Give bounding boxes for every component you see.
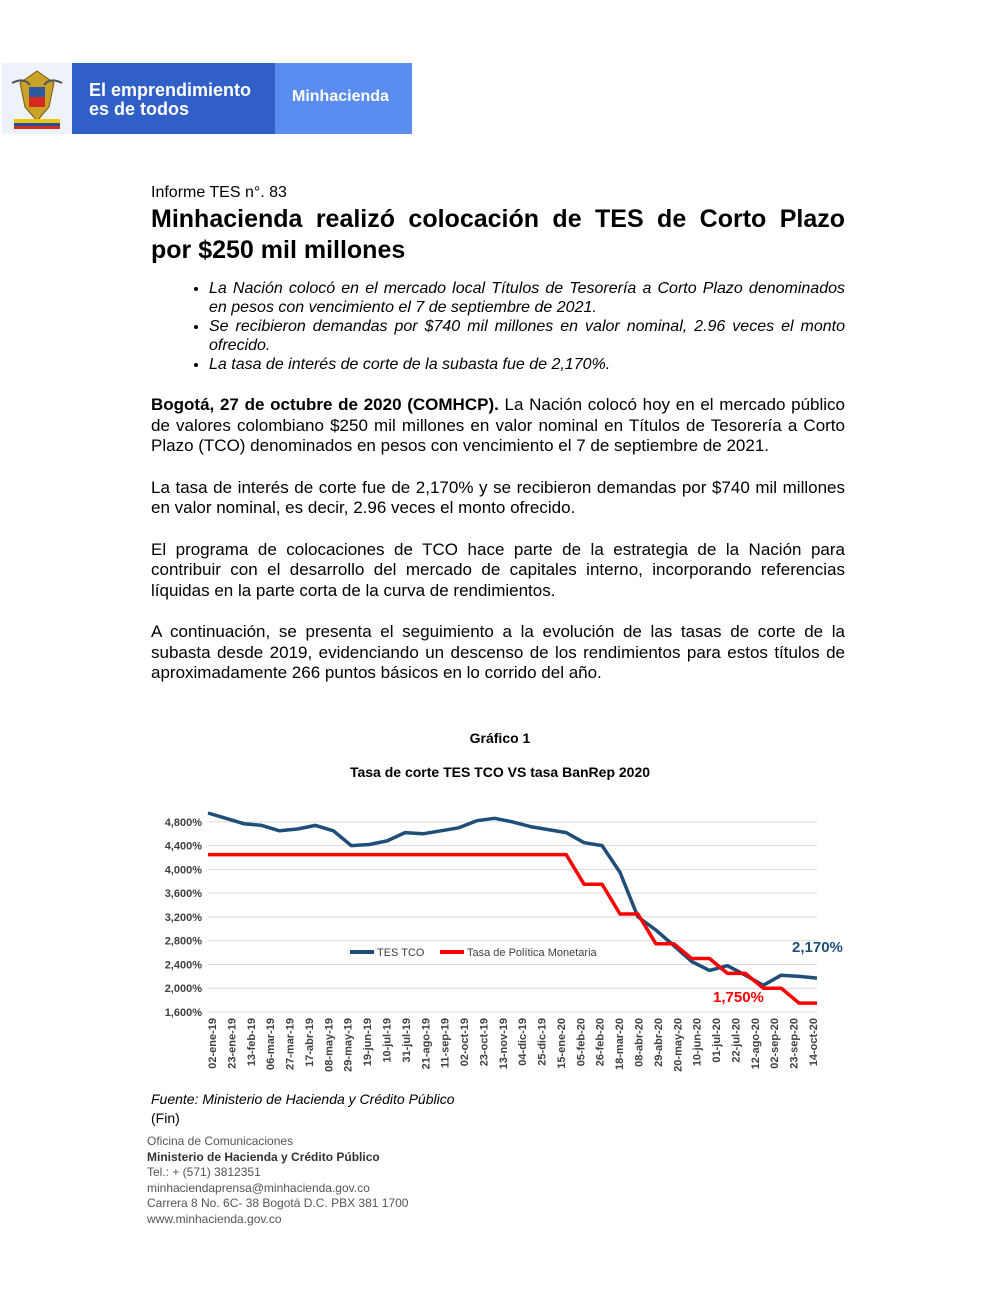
report-number: Informe TES n°. 83	[151, 184, 287, 201]
footer-website[interactable]: www.minhacienda.gov.co	[147, 1211, 282, 1226]
paragraph-3: El programa de colocaciones de TCO hace parte de la estrategia de la Nación para contribuir con el desarrollo del mercado de capitales interno, incorporando referencias líquidas en la parte corta de la curva de rendimientos.	[151, 539, 845, 600]
x-tick-label: 01-jul-20	[711, 1018, 724, 1063]
footer-office: Oficina de Comunicaciones	[147, 1134, 294, 1148]
annotation-policy-rate: 1,750%	[713, 989, 764, 1006]
x-tick-label: 13-nov-19	[497, 1018, 510, 1070]
header-banner	[2, 63, 412, 134]
x-tick-label: 08-abr-20	[633, 1018, 646, 1067]
x-tick-label: 02-ene-19	[207, 1018, 219, 1069]
annotation-tes-tco: 2,170%	[792, 939, 843, 956]
y-tick-label: 4,000%	[164, 864, 202, 877]
x-tick-label: 02-oct-19	[459, 1018, 472, 1067]
footer-phone: Tel.: + (571) 3812351	[147, 1165, 261, 1180]
brand-label: Minhacienda	[292, 88, 389, 105]
x-tick-label: 19-jun-19	[362, 1018, 375, 1067]
footer-ministry: Ministerio de Hacienda y Crédito Público	[147, 1149, 380, 1164]
x-tick-label: 26-feb-20	[594, 1018, 607, 1067]
y-tick-label: 4,400%	[164, 840, 202, 853]
y-tick-label: 4,800%	[164, 816, 202, 829]
headline: Minhacienda realizó colocación de TES de Corto Plazo por $250 mil millones	[151, 205, 845, 264]
chart-gridlines	[208, 822, 817, 1012]
x-tick-label: 29-abr-20	[652, 1018, 665, 1067]
figure-label: Gráfico 1	[469, 730, 531, 746]
y-tick-label: 2,000%	[164, 983, 202, 996]
chart-legend	[350, 947, 598, 959]
contact-footer	[147, 1134, 408, 1228]
press-release	[151, 183, 845, 684]
legend-label-tes-tco: TES TCO	[377, 947, 425, 959]
brand-panel	[275, 63, 412, 134]
x-tick-label: 21-ago-19	[420, 1018, 433, 1070]
paragraph-2: La tasa de interés de corte fue de 2,170% y se recibieron demandas por $740 mil millones en valor nominal, es decir, 2.96 veces el monto ofrecido.	[151, 477, 845, 517]
x-tick-label: 18-mar-20	[614, 1018, 627, 1070]
chart-series	[208, 813, 817, 1003]
footer-email[interactable]: minhaciendaprensa@minhacienda.gov.co	[147, 1180, 370, 1195]
chart-y-ticks	[165, 817, 203, 1019]
x-tick-label: 11-sep-19	[439, 1018, 452, 1069]
x-tick-label: 31-jul-19	[400, 1018, 413, 1063]
coat-of-arms-icon	[2, 63, 72, 134]
paragraph-1-text: La Nación colocó hoy en el mercado público de valores colombiano $250 mil millones en valor nominal en Títulos de Tesorería a Corto Plazo (TCO) denominados en pesos con vencimiento el 7 de septiembre de 2021.	[151, 395, 845, 455]
x-tick-label: 13-feb-19	[245, 1018, 258, 1067]
x-tick-label: 23-oct-19	[478, 1018, 491, 1067]
x-tick-label: 22-jul-20	[730, 1018, 743, 1063]
x-tick-label: 10-jun-20	[691, 1018, 704, 1067]
bullet-item: • La tasa de interés de corte de la subasta fue de 2,170%.	[209, 355, 845, 374]
dateline: Bogotá, 27 de octubre de 2020 (COMHCP).	[151, 395, 499, 414]
figure-title: Tasa de corte TES TCO VS tasa BanRep 2020	[349, 764, 651, 780]
x-tick-label: 08-may-19	[323, 1018, 336, 1072]
end-mark: (Fin)	[151, 1110, 180, 1126]
x-tick-label: 15-ene-20	[555, 1018, 568, 1069]
y-tick-label: 3,200%	[164, 911, 202, 924]
paragraph-1	[151, 395, 845, 457]
x-tick-label: 05-feb-20	[575, 1018, 588, 1067]
x-tick-label: 23-ene-19	[226, 1018, 239, 1069]
summary-bullets	[151, 279, 845, 374]
slogan-panel	[72, 63, 275, 134]
x-tick-label: 12-ago-20	[749, 1018, 762, 1070]
slogan-line-2: es de todos	[89, 99, 190, 119]
y-tick-label: 3,600%	[164, 888, 202, 901]
y-tick-label: 1,600%	[164, 1007, 202, 1019]
x-tick-label: 06-mar-19	[265, 1018, 278, 1070]
legend-label-policy-rate: Tasa de Política Monetaria	[467, 947, 597, 959]
rates-line-chart	[150, 798, 850, 1092]
x-tick-label: 02-sep-20	[769, 1018, 782, 1069]
y-tick-label: 2,400%	[164, 959, 202, 972]
x-tick-label: 14-oct-20	[808, 1018, 820, 1067]
x-tick-label: 27-mar-19	[284, 1018, 297, 1070]
series-line-tes-tco	[208, 813, 817, 985]
chart-x-ticks	[207, 1018, 820, 1072]
bullet-item: • Se recibieron demandas por $740 mil millones en valor nominal, 2.96 veces el monto ofrecido.	[209, 317, 845, 355]
x-tick-label: 25-dic-19	[536, 1018, 549, 1066]
paragraph-4: A continuación, se presenta el seguimiento a la evolución de las tasas de corte de la subasta desde 2019, evidenciando un descenso de los rendimientos para estos títulos de aproximadamente 266 puntos básicos en lo corrido del año.	[151, 622, 845, 682]
x-tick-label: 17-abr-19	[303, 1018, 316, 1067]
x-tick-label: 04-dic-19	[517, 1018, 530, 1066]
footer-address: Carrera 8 No. 6C- 38 Bogotá D.C. PBX 381 1700	[147, 1196, 409, 1211]
x-tick-label: 10-jul-19	[381, 1018, 394, 1063]
slogan-line-1: El emprendimiento	[89, 80, 252, 100]
y-tick-label: 2,800%	[164, 935, 202, 948]
figure-source: Fuente: Ministerio de Hacienda y Crédito Público	[151, 1091, 455, 1107]
bullet-item: • La Nación colocó en el mercado local Títulos de Tesorería a Corto Plazo denominados en pesos con vencimiento el 7 de septiembre de 2021.	[209, 279, 845, 317]
x-tick-label: 23-sep-20	[788, 1018, 801, 1069]
x-tick-label: 20-may-20	[672, 1018, 685, 1072]
x-tick-label: 29-may-19	[342, 1018, 355, 1072]
series-line-policy-rate	[208, 855, 817, 1004]
